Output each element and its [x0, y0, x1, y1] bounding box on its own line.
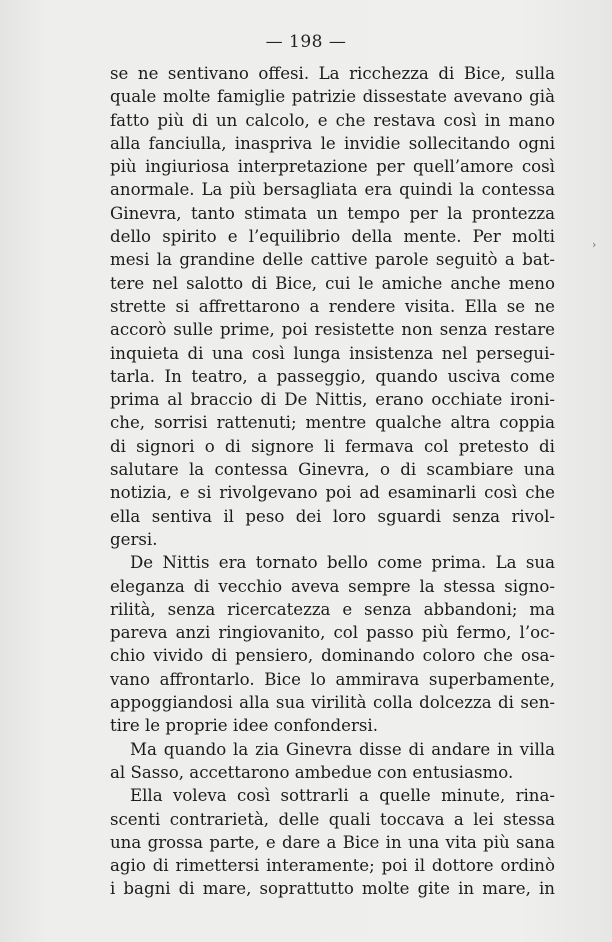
text-line: notizia, e si rivolgevano poi ad esaminarli così che — [110, 483, 555, 503]
text-line: agio di rimettersi interamente; poi il dottore ordinò — [110, 856, 555, 876]
text-line: salutare la contessa Ginevra, o di scambiare una — [110, 460, 555, 480]
text-line: al Sasso, accettarono ambedue con entusiasmo. — [110, 762, 514, 782]
text-line: che, sorrisi rattenuti; mentre qualche altra coppia — [110, 413, 555, 433]
text-line: tere nel salotto di Bice, cui le amiche anche meno — [110, 273, 555, 293]
text-line: chio vivido di pensiero, dominando coloro che osa- — [110, 646, 555, 666]
margin-mark: › — [592, 238, 597, 251]
text-line: anormale. La più bersagliata era quindi la contessa — [110, 180, 555, 200]
text-line: Ma quando la zia Ginevra disse di andare in villa — [130, 739, 555, 759]
text-line: tire le proprie idee confondersi. — [110, 716, 379, 736]
text-line: di signori o di signore li fermava col pretesto di — [110, 436, 555, 456]
body-text — [110, 62, 555, 901]
text-line: una grossa parte, e dare a Bice in una vita più sana — [110, 832, 555, 852]
text-line: mesi la grandine delle cattive parole seguitò a bat- — [110, 250, 555, 270]
text-line: più ingiuriosa interpretazione per quell’amore così — [110, 157, 555, 177]
text-line: vano affrontarlo. Bice lo ammirava superbamente, — [110, 669, 555, 689]
text-line: se ne sentivano offesi. La ricchezza di Bice, sulla — [110, 64, 555, 83]
text-line: rilità, senza ricercatezza e senza abbandoni; ma — [110, 599, 555, 619]
text-line: gersi. — [110, 529, 158, 549]
text-line: ella sentiva il peso dei loro sguardi senza rivol- — [110, 506, 555, 526]
text-line: eleganza di vecchio aveva sempre la stessa signo- — [110, 576, 555, 596]
text-line: accorò sulle prime, poi resistette non senza restare — [110, 320, 555, 340]
text-line: scenti contrarietà, delle quali toccava a lei stessa — [110, 809, 555, 829]
text-line: pareva anzi ringiovanito, col passo più fermo, l’oc- — [110, 623, 555, 643]
text-line: prima al braccio di De Nittis, erano occhiate ironi- — [110, 390, 555, 410]
text-line: dello spirito e l’equilibrio della mente. Per molti — [110, 227, 555, 247]
text-line: i bagni di mare, soprattutto molte gite in mare, in — [110, 879, 555, 899]
text-line: appoggiandosi alla sua virilità colla dolcezza di sen- — [110, 693, 555, 713]
text-line: strette si affrettarono a rendere visita. Ella se ne — [110, 296, 555, 316]
text-line: alla fanciulla, inaspriva le invidie sollecitando ogni — [110, 133, 555, 153]
text-line: quale molte famiglie patrizie dissestate avevano già — [110, 87, 555, 107]
text-line: Ginevra, tanto stimata un tempo per la prontezza — [110, 203, 555, 223]
page-number: — 198 — — [265, 32, 347, 52]
text-line: inquieta di una così lunga insistenza nel persegui- — [110, 343, 555, 363]
text-line: De Nittis era tornato bello come prima. La sua — [130, 553, 555, 573]
text-line: tarla. In teatro, a passeggio, quando usciva come — [110, 366, 555, 386]
text-line: fatto più di un calcolo, e che restava così in mano — [110, 110, 555, 130]
text-line: Ella voleva così sottrarli a quelle minute, rina- — [130, 786, 555, 806]
